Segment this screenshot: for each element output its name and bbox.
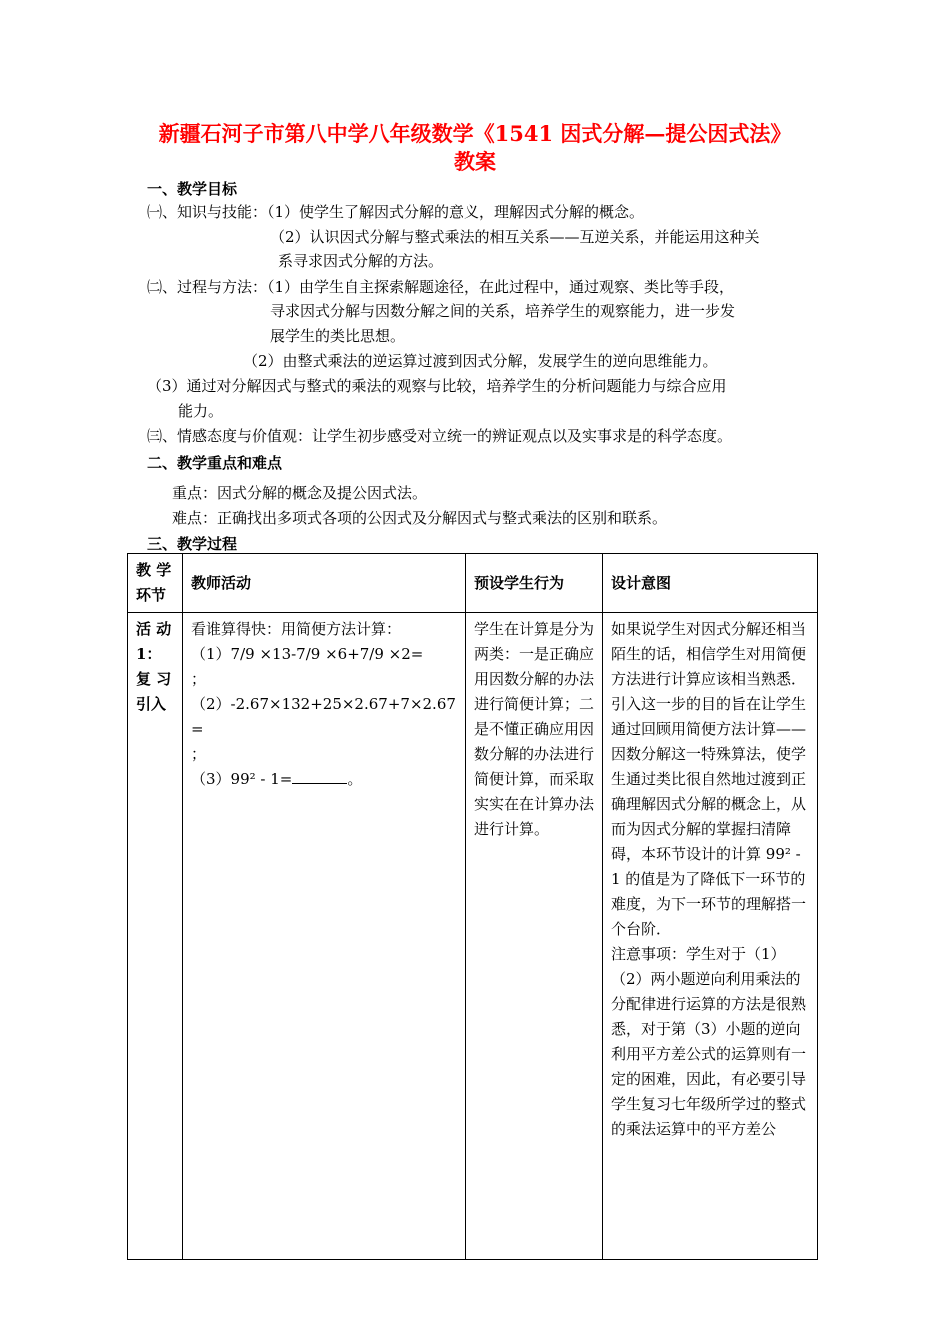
teacher-question-1: （1）7/9 ×13-7/9 ×6+7/9 ×2= — [191, 645, 424, 663]
goal-knowledge-2a: （2）认识因式分解与整式乘法的相互关系——互逆关系，并能运用这种关 — [270, 228, 760, 246]
design-intent-text: 如果说学生对因式分解还相当陌生的话，相信学生对用简便方法进行计算应该相当熟悉．引入这一步的目的旨在让学生通过回顾用简便方法计算——因数分解这一特殊算法，使学生通过类比很自然地过渡到正确理解因式分解的概念上，从而为因式分解的掌握扫清障碍，本环节设计的计算 99² - 1 的值是为了降低下一环节的难度，为下一环节的理解搭一个台阶． — [611, 620, 807, 938]
design-note-text: 注意事项：学生对于（1）（2）两小题逆向利用乘法的分配律进行运算的方法是很熟悉，对于第（3）小题的逆向利用平方差公式的运算则有一定的困难，因此，有必要引导学生复习七年级所学过的整式的乘法运算中的平方差公 — [611, 945, 807, 1138]
goal-process-3a: （3）通过对分解因式与整式的乘法的观察与比较，培养学生的分析问题能力与综合应用 — [147, 377, 727, 395]
design-cell — [603, 613, 818, 1260]
goal-knowledge-2b: 系寻求因式分解的方法。 — [278, 252, 444, 270]
header-design: 设计意图 — [603, 554, 818, 613]
teacher-intro: 看谁算得快：用简便方法计算： — [191, 620, 402, 638]
goal-process-3b: 能力。 — [178, 402, 224, 420]
teaching-process-table — [127, 553, 818, 1260]
goal-knowledge-1: ㈠、知识与技能：（1）使学生了解因式分解的意义，理解因式分解的概念。 — [147, 203, 645, 221]
document-title — [120, 120, 830, 176]
goal-process-1c: 展学生的类比思想。 — [270, 327, 406, 345]
teacher-question-2: （2）-2.67×132+25×2.67+7×2.67= — [191, 695, 456, 738]
section-heading-goals: 一、教学目标 — [147, 180, 238, 198]
header-teacher: 教师活动 — [183, 554, 466, 613]
header-student: 预设学生行为 — [466, 554, 603, 613]
keypoint-focus: 重点：因式分解的概念及提公因式法。 — [172, 484, 428, 502]
table-row — [128, 613, 818, 1260]
header-stage: 教 学 环节 — [128, 554, 183, 613]
section-heading-process: 三、教学过程 — [147, 535, 238, 553]
teacher-question-1-end: ； — [191, 670, 207, 688]
answer-blank — [292, 769, 347, 784]
keypoint-difficulty: 难点：正确找出多项式各项的公因式及分解因式与整式乘法的区别和联系。 — [172, 509, 668, 527]
teacher-question-3: （3）99² - 1= 。 — [191, 770, 363, 788]
stage-cell: 活 动 1： 复 习 引入 — [128, 613, 183, 1260]
goal-process-1a: ㈡、过程与方法：（1）由学生自主探索解题途径，在此过程中，通过观察、类比等手段， — [147, 278, 735, 296]
section-heading-keypoints: 二、教学重点和难点 — [147, 454, 283, 472]
teacher-question-2-end: ； — [191, 745, 207, 763]
title-line-1: 新疆石河子市第八中学八年级数学《1541 因式分解—提公因式法》 — [158, 121, 792, 146]
goal-process-1b: 寻求因式分解与因数分解之间的关系，培养学生的观察能力，进一步发 — [270, 302, 736, 320]
title-line-2: 教案 — [454, 149, 496, 174]
goal-emotion: ㈢、情感态度与价值观：让学生初步感受对立统一的辨证观点以及实事求是的科学态度。 — [147, 427, 733, 445]
teacher-cell — [183, 613, 466, 1260]
goal-process-2: （2）由整式乘法的逆运算过渡到因式分解，发展学生的逆向思维能力。 — [243, 352, 718, 370]
table-header-row — [128, 554, 818, 613]
student-cell: 学生在计算是分为两类：一是正确应用因数分解的办法进行简便计算；二是不懂正确应用因数分解的办法进行简便计算，而采取实实在在计算办法进行计算。 — [466, 613, 603, 1260]
